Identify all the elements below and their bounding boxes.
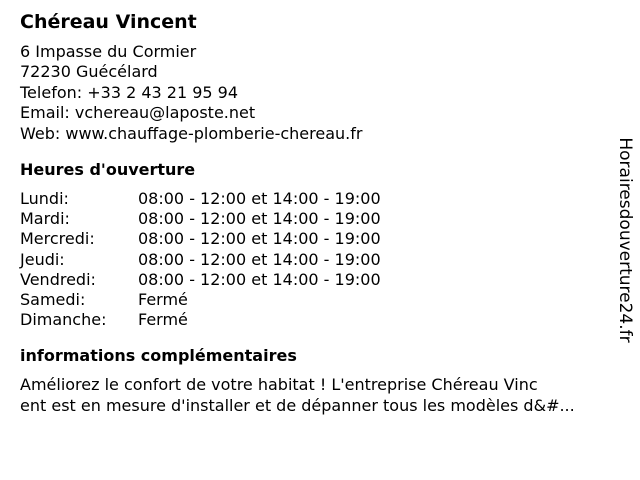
day-label: Mercredi: (20, 229, 95, 249)
additional-info-text (20, 375, 620, 416)
day-label: Jeudi: (20, 249, 65, 269)
time-value: Fermé (138, 290, 188, 310)
hours-row-wednesday (20, 229, 610, 249)
business-card (20, 8, 610, 416)
time-value: 08:00 - 12:00 et 14:00 - 19:00 (138, 209, 381, 229)
description-line-1: Améliorez le confort de votre habitat ! L'entreprise Chéreau Vinc (20, 375, 538, 395)
time-value: 08:00 - 12:00 et 14:00 - 19:00 (138, 189, 381, 209)
time-value: 08:00 - 12:00 et 14:00 - 19:00 (138, 229, 381, 249)
address-line-2: 72230 Guécélard (20, 62, 158, 82)
day-label: Samedi: (20, 290, 86, 310)
day-label: Vendredi: (20, 269, 96, 289)
day-label: Mardi: (20, 209, 70, 229)
hours-row-tuesday (20, 209, 610, 229)
additional-info-heading: informations complémentaires (20, 346, 297, 366)
hours-row-saturday (20, 290, 610, 310)
hours-row-monday (20, 189, 610, 209)
time-value: 08:00 - 12:00 et 14:00 - 19:00 (138, 249, 381, 269)
email-line: Email: vchereau@laposte.net (20, 103, 256, 123)
phone-line: Telefon: +33 2 43 21 95 94 (20, 82, 239, 102)
hours-row-sunday (20, 310, 610, 330)
hours-row-thursday (20, 250, 610, 270)
hours-row-friday (20, 270, 610, 290)
opening-hours-table (20, 189, 610, 330)
day-label: Dimanche: (20, 310, 107, 330)
time-value: Fermé (138, 310, 188, 330)
site-watermark: Horairesdouverture24.fr (615, 137, 635, 343)
description-line-2: ent est en mesure d'installer et de dépanner tous les modèles d&#... (20, 395, 575, 415)
business-name: Chéreau Vincent (20, 11, 197, 33)
day-label: Lundi: (20, 189, 69, 209)
web-line: Web: www.chauffage-plomberie-chereau.fr (20, 123, 363, 143)
time-value: 08:00 - 12:00 et 14:00 - 19:00 (138, 269, 381, 289)
address-line-1: 6 Impasse du Cormier (20, 42, 197, 61)
opening-hours-heading: Heures d'ouverture (20, 160, 196, 180)
